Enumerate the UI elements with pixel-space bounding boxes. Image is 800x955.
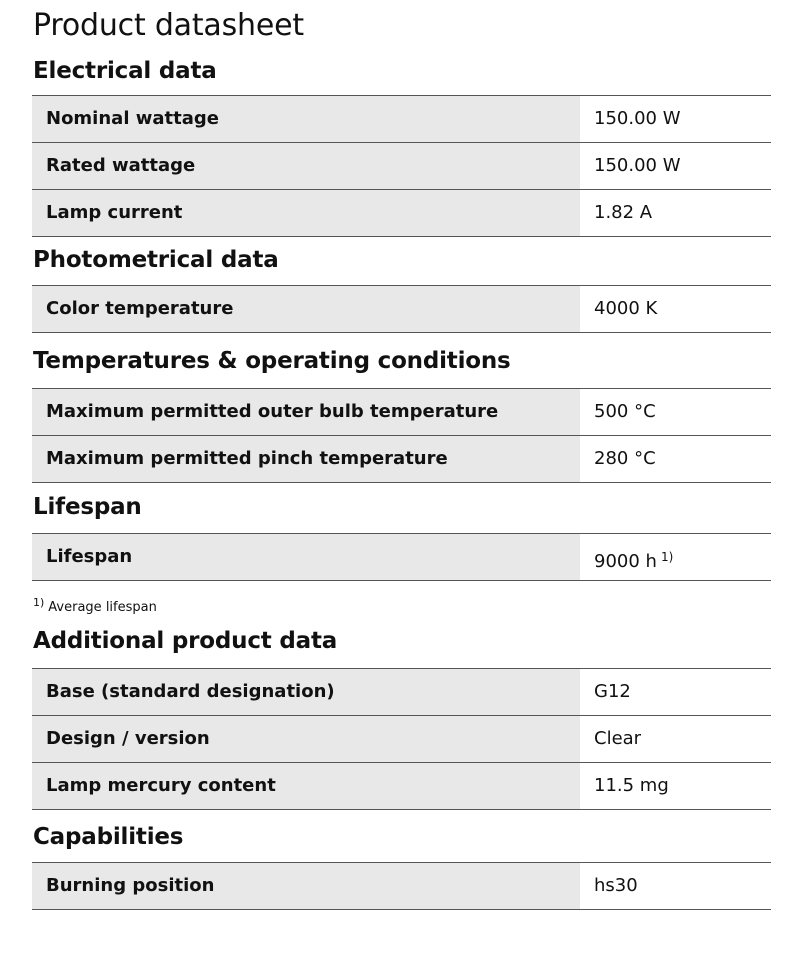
table-row-design-version: [32, 716, 771, 763]
row-label: Burning position: [32, 863, 580, 909]
row-label: Nominal wattage: [32, 96, 580, 142]
table-row-lamp-current: [32, 190, 771, 237]
row-label: Rated wattage: [32, 143, 580, 189]
row-value: 280 °C: [580, 436, 771, 482]
row-value: 150.00 W: [580, 143, 771, 189]
row-label: Design / version: [32, 716, 580, 762]
footnote-reference: 1): [660, 550, 674, 564]
row-value: 11.5 mg: [580, 763, 771, 809]
table-row-burning-position: [32, 863, 771, 910]
table-row-color-temperature: [32, 286, 771, 333]
row-value: 500 °C: [580, 389, 771, 435]
table-row-outer-bulb-temperature: [32, 389, 771, 436]
section-title-photometrical: Photometrical data: [33, 247, 279, 273]
section-title-lifespan: Lifespan: [33, 494, 142, 520]
page-title: Product datasheet: [33, 8, 304, 43]
row-value: 1.82 A: [580, 190, 771, 236]
row-label: Maximum permitted pinch temperature: [32, 436, 580, 482]
table-photometrical: [32, 285, 771, 333]
footnote: [33, 596, 157, 615]
row-value: 4000 K: [580, 286, 771, 332]
row-value: hs30: [580, 863, 771, 909]
table-row-mercury-content: [32, 763, 771, 810]
table-capabilities: [32, 862, 771, 910]
row-value: Clear: [580, 716, 771, 762]
footnote-text: Average lifespan: [48, 600, 157, 615]
row-label: Base (standard designation): [32, 669, 580, 715]
section-title-electrical: Electrical data: [33, 58, 217, 84]
table-temperatures: [32, 388, 771, 483]
row-value: 150.00 W: [580, 96, 771, 142]
section-title-additional: Additional product data: [33, 628, 338, 654]
section-title-temperatures: Temperatures & operating conditions: [33, 348, 511, 374]
table-row-pinch-temperature: [32, 436, 771, 483]
row-value: [580, 534, 771, 580]
row-label: Lifespan: [32, 534, 580, 580]
table-additional: [32, 668, 771, 810]
row-label: Lamp current: [32, 190, 580, 236]
row-value: G12: [580, 669, 771, 715]
row-value-text: 9000 h: [594, 551, 657, 572]
table-lifespan: [32, 533, 771, 581]
row-label: Lamp mercury content: [32, 763, 580, 809]
table-row-base: [32, 669, 771, 716]
table-electrical: [32, 95, 771, 237]
footnote-marker: 1): [33, 596, 45, 609]
section-title-capabilities: Capabilities: [33, 824, 184, 850]
table-row-lifespan: [32, 534, 771, 581]
table-row-nominal-wattage: [32, 96, 771, 143]
row-label: Maximum permitted outer bulb temperature: [32, 389, 580, 435]
row-label: Color temperature: [32, 286, 580, 332]
table-row-rated-wattage: [32, 143, 771, 190]
